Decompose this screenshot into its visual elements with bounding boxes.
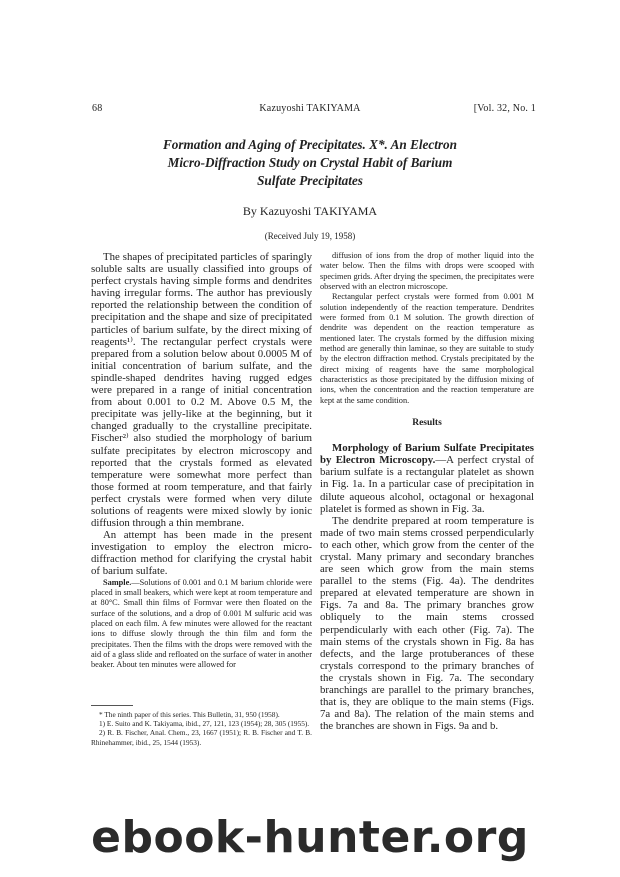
intro-paragraph: The shapes of precipitated particles of sparingly soluble salts are usually classified into groups of perfect crystals having simple forms and dendrites having irregular forms. The author has previously reported the relationship between the condition of precipitation and the shape and size of precipitated particles of barium sulfate, by the direct mixing of reagents¹⁾. The rectangular perfect crystals were prepared from a solution below about 0.0005 M of initial concentration of barium sulfate, and the spindle-shaped dendrites having rugged edges were prepared in a range of initial concentration from about 0.001 to 0.2 M. Above 0.5 M, the precipitate was jelly-like at the beginning, but it changed gradually to the crystalline precipitate. Fischer²⁾ also studied the morphology of barium sulfate precipitates by electron microscopy and reported that the crystals formed as elevated temperature were somewhat more perfect than those formed at room temperature, and that fairly perfect crystals were formed when very dilute solutions of reagents were mixed slowly by ionic diffusion through a thin membrane.: [91, 251, 312, 530]
footnote: 2) R. B. Fischer, Anal. Chem., 23, 1667 (1951); R. B. Fischer and T. B. Rhinehammer, ibid., 25, 1544 (1953).: [91, 728, 312, 747]
results-heading: Results: [412, 418, 442, 429]
footnote-divider: [91, 705, 133, 706]
footnote: 1) E. Suito and K. Takiyama, ibid., 27, 121, 123 (1954); 28, 305 (1955).: [99, 718, 310, 728]
sample-heading: Sample.: [103, 577, 132, 587]
preparation-paragraph: Rectangular perfect crystals were formed from 0.001 M solution independently of the reaction temperature. Dendrites were formed from 0.1 M solution. The growth direction of dendrite was dependent on the reaction temperature as mentioned later. The crystals formed by the diffusion mixing method are generally thin laminae, so they are suitable to study by the electron diffraction method. Crystals precipitated by the direct mixing of reagents have the same morphological characteristics as those precipitated by the diffusion mixing of ions, when the concentration and the reaction temperature are kept at the same condition.: [320, 292, 534, 405]
morphology-paragraph: [320, 442, 534, 515]
aim-paragraph: An attempt has been made in the present investigation to employ the electron micro-diffraction method for clarifying the crystal habit of barium sulfate.: [91, 529, 312, 578]
morphology-heading: Morphology of Barium Sulfate Precipitates by Electron Microscopy.: [320, 442, 534, 467]
paper-title: [90, 136, 530, 190]
title-line: Micro-Diffraction Study on Crystal Habit of Barium: [167, 155, 453, 170]
byline: By Kazuyoshi TAKIYAMA: [242, 204, 378, 218]
sample-continued-paragraph: diffusion of ions from the drop of mother liquid into the water below. Then the films with drops were scooped with specimen grids. After drying the specimen, the precipitates were observed with an electron microscope.: [320, 251, 534, 292]
title-line: Formation and Aging of Precipitates. X*. An Electron: [163, 137, 457, 152]
received-date: (Received July 19, 1958): [264, 231, 356, 241]
dendrite-paragraph: The dendrite prepared at room temperature is made of two main stems crossed perpendicularly to each other, which grow from the center of the crystal. Many primary and secondary branches are seen which grow from the main stems parallel to the stems (Fig. 4a). The dendrites prepared at elevated temperature are shown in Figs. 7a and 8a. The primary branches grow obliquely to the main stems crossed perpendicularly with each other (Fig. 7a). The main stems of the crystals shown in Fig. 8a has defects, and the large protuberances of these crystals correspond to the primary branches of the crystals shown in Fig. 7a. The secondary branchings are parallel to the primary branches, that is, they are oblique to the main stems (Figs. 7a and 8a). The relation of the main stems and the branches are shown in Figs. 9a and b.: [320, 514, 534, 733]
page-number: 68: [92, 103, 103, 114]
sample-paragraph: [91, 578, 312, 671]
volume-label: [Vol. 32, No. 1: [473, 103, 536, 114]
running-header-author: Kazuyoshi TAKIYAMA: [259, 103, 361, 114]
title-line: Sulfate Precipitates: [257, 173, 363, 188]
sample-text: —Solutions of 0.001 and 0.1 M barium chloride were placed in small beakers, which were kept at room temperature and at 80°C. Small thin films of Formvar were then floated on the surface of the solutions, and a drop of 0.001 M sulfuric acid was placed on each film. A few minutes were allowed for the reactant ions to diffuse slowly through the thin film and form the precipitates. Then the films with the drops were removed with the aid of a glass slide and refloated on the surface of water in another beaker. About ten minutes were allowed for: [91, 577, 312, 670]
morphology-text: —A perfect crystal of barium sulfate is a rectangular platelet as shown in Fig. 1a. In a particular case of precipitation in dilute aqueous alcohol, octagonal or hexagonal platelet is formed as shown in Fig. 3a.: [320, 454, 535, 515]
right-column: [320, 251, 534, 732]
left-column: [91, 251, 312, 747]
watermark: ebook-hunter.org: [91, 812, 529, 863]
footnote: * The ninth paper of this series. This Bulletin, 31, 950 (1958).: [99, 709, 280, 719]
